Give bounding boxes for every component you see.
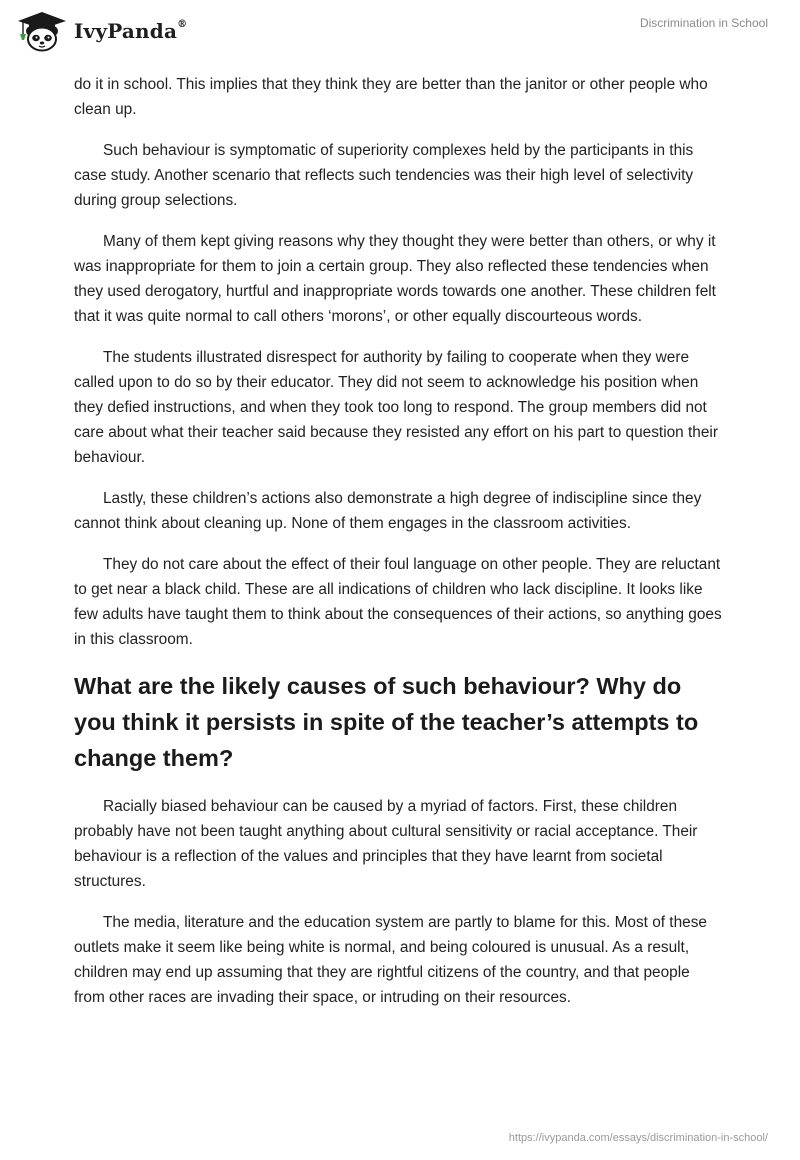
- paragraph-indiscipline: Lastly, these children’s actions also demonstrate a high degree of indiscipline since they cannot think about cleaning up. None of them engages in the classroom activities.: [74, 490, 702, 532]
- paragraph-derogatory-words: Many of them kept giving reasons why they thought they were better than others, or why it was inappropriate for them to join a certain group. They also reflected these tendencies when they used derogatory, hurtful and inappropriate words towards one another. These children felt that it was quite normal to call others ‘morons’, or other equally discourteous words.: [74, 233, 716, 325]
- paragraph-foul-language: They do not care about the effect of their foul language on other people. They are reluctant to get near a black child. These are all indications of children who lack discipline. It looks like few adults have taught them to think about the consequences of their actions, so anything goes in this classroom.: [74, 556, 722, 648]
- paragraph-continuation: do it in school. This implies that they think they are better than the janitor or other people who clean up.: [74, 76, 708, 118]
- paragraph-disrespect-authority: The students illustrated disrespect for authority by failing to cooperate when they were called upon to do so by their educator. They did not seem to acknowledge his position when they defied instructions, and when they took too long to respond. The group members did not care about what their teacher said because they resisted any effort on his part to question their behaviour.: [74, 349, 718, 466]
- document-title: Discrimination in School: [639, 16, 768, 30]
- section-heading-causes: What are the likely causes of such behaviour? Why do you think it persists in spite of the teacher’s attempts to change them?: [74, 673, 699, 771]
- paragraph-media: The media, literature and the education system are partly to blame for this. Most of these outlets make it seem like being white is normal, and being coloured is unusual. As a result, children may end up assuming that they are rightful citizens of the country, and that people from other races are invading their space, or intruding on their resources.: [74, 914, 707, 1006]
- paragraph-superiority: Such behaviour is symptomatic of superiority complexes held by the participants in this case study. Another scenario that reflects such tendencies was their high level of selectivity during group selections.: [74, 142, 694, 209]
- ivypanda-logo[interactable]: [14, 10, 187, 52]
- page-header: [0, 0, 800, 60]
- brand-name: IvyPanda®: [74, 19, 188, 43]
- essay-content: [74, 72, 724, 1026]
- panda-graduate-icon: [14, 10, 70, 52]
- paragraph-causes: Racially biased behaviour can be caused by a myriad of factors. First, these children probably have not been taught anything about cultural sensitivity or racial acceptance. Their behaviour is a reflection of the values and principles that they have learnt from societal structures.: [74, 798, 698, 890]
- registered-mark: ®: [177, 19, 188, 31]
- source-url[interactable]: https://ivypanda.com/essays/discrimination-in-school/: [508, 1132, 768, 1144]
